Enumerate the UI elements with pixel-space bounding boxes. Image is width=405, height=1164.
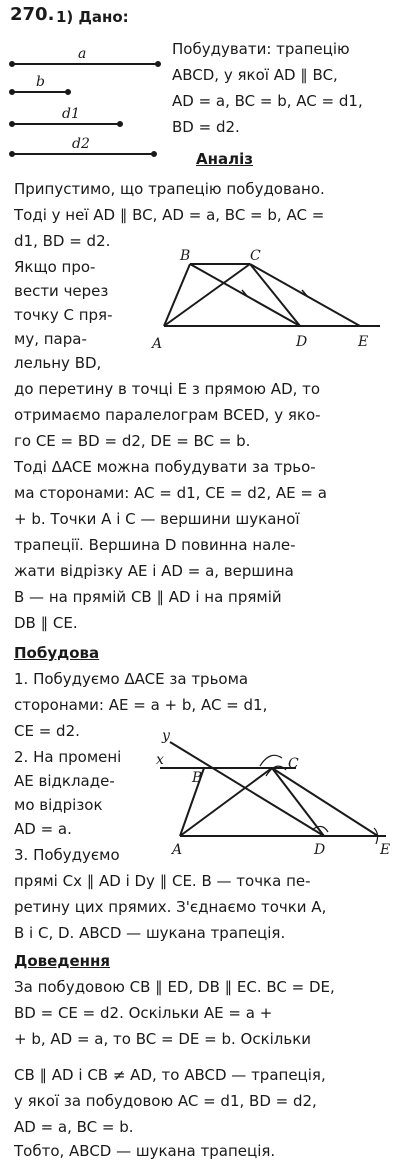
proof-heading: Доведення [14, 952, 110, 970]
proof-line-4: CB ∥ AD і CB ≠ AD, то ABCD — трапеція, [14, 1066, 326, 1084]
analysis-label-d: D [296, 334, 308, 350]
analysis-after-2: отримаємо паралелограм BCED, у яко- [14, 406, 321, 424]
analysis-left-1: Якщо про- [14, 258, 96, 276]
segment-a-label: a [78, 46, 87, 62]
construction-left-5: AD = a. [14, 820, 72, 838]
construction-label-e: E [380, 842, 391, 856]
analysis-left-5: лельну BD, [14, 354, 102, 372]
analysis-after-1: до перетину в точці E з прямою AD, то [14, 380, 321, 398]
proof-line-1: За побудовою CB ∥ ED, DB ∥ EC. BC = DE, [14, 978, 335, 996]
proof-line-3: + b, AD = a, то BC = DE = b. Оскільки [14, 1030, 312, 1048]
construction-figure [146, 726, 401, 856]
analysis-heading: Аналіз [196, 150, 253, 168]
analysis-after-8: жати відрізку AE і AD = a, вершина [14, 562, 294, 580]
construction-line-2: сторонами: AE = a + b, AC = d1, [14, 696, 268, 714]
construction-line-1: 1. Побудуємо ΔACE за трьома [14, 670, 249, 688]
construction-heading: Побудова [14, 644, 100, 662]
construction-after-2: ретину цих прямих. З'єднаємо точки A, [14, 898, 327, 916]
task-line-4: BD = d2. [172, 118, 240, 136]
problem-number: 270. [10, 4, 55, 25]
analysis-after-7: трапеції. Вершина D повинна нале- [14, 536, 296, 554]
analysis-line-2: Тоді у неї AD ∥ BC, AD = a, BC = b, AC = [14, 206, 325, 224]
construction-label-c: C [288, 756, 299, 772]
analysis-after-10: DB ∥ CE. [14, 614, 78, 632]
analysis-after-9: B — на прямій CB ∥ AD і на прямій [14, 588, 282, 606]
construction-left-2: 2. На промені [14, 748, 122, 766]
proof-line-2: BD = CE = d2. Оскільки AE = a + [14, 1004, 273, 1022]
proof-line-7: Тобто, ABCD — шукана трапеція. [14, 1142, 276, 1160]
analysis-figure [150, 248, 390, 358]
construction-label-b: B [192, 770, 203, 786]
construction-left-1: CE = d2. [14, 722, 80, 740]
analysis-line-3: d1, BD = d2. [14, 232, 111, 250]
analysis-after-3: го CE = BD = d2, DE = BC = b. [14, 432, 251, 450]
construction-left-4: мо відрізок [14, 796, 103, 814]
segment-b-label: b [36, 74, 45, 90]
construction-label-d: D [314, 842, 326, 856]
analysis-after-5: ма сторонами: AC = d1, CE = d2, AE = a [14, 484, 327, 502]
problem-part: 1) Дано: [56, 8, 129, 26]
task-line-3: AD = a, BC = b, AC = d1, [172, 92, 363, 110]
analysis-label-b: B [180, 248, 191, 264]
segment-d2-label: d2 [72, 136, 90, 152]
analysis-after-4: Тоді ΔACE можна побудувати за трьо- [14, 458, 316, 476]
task-line-2: ABCD, у якої AD ∥ BC, [172, 66, 338, 84]
construction-after-3: B і C, D. ABCD — шукана трапеція. [14, 924, 286, 942]
proof-line-6: AD = a, BC = b. [14, 1118, 134, 1136]
analysis-after-6: + b. Точки A і C — вершини шуканої [14, 510, 300, 528]
construction-left-6: 3. Побудуємо [14, 846, 120, 864]
analysis-label-e: E [358, 334, 369, 350]
given-segments-figure [8, 36, 173, 166]
analysis-label-c: C [250, 248, 261, 264]
construction-label-y: y [162, 728, 170, 744]
construction-after-1: прямі Cx ∥ AD і Dy ∥ CE. B — точка пе- [14, 872, 311, 890]
analysis-label-a: A [152, 336, 163, 352]
analysis-left-2: вести через [14, 282, 109, 300]
task-line-1: Побудувати: трапецію [172, 40, 350, 58]
construction-label-a: A [172, 842, 183, 856]
analysis-left-3: точку C пря- [14, 306, 113, 324]
segment-d1-label: d1 [62, 106, 80, 122]
proof-line-5: у якої за побудовою AC = d1, BD = d2, [14, 1092, 317, 1110]
analysis-line-1: Припустимо, що трапецію побудовано. [14, 180, 325, 198]
analysis-left-4: му, пара- [14, 330, 87, 348]
construction-left-3: AE відкладе- [14, 772, 115, 790]
construction-label-x: x [156, 752, 164, 768]
